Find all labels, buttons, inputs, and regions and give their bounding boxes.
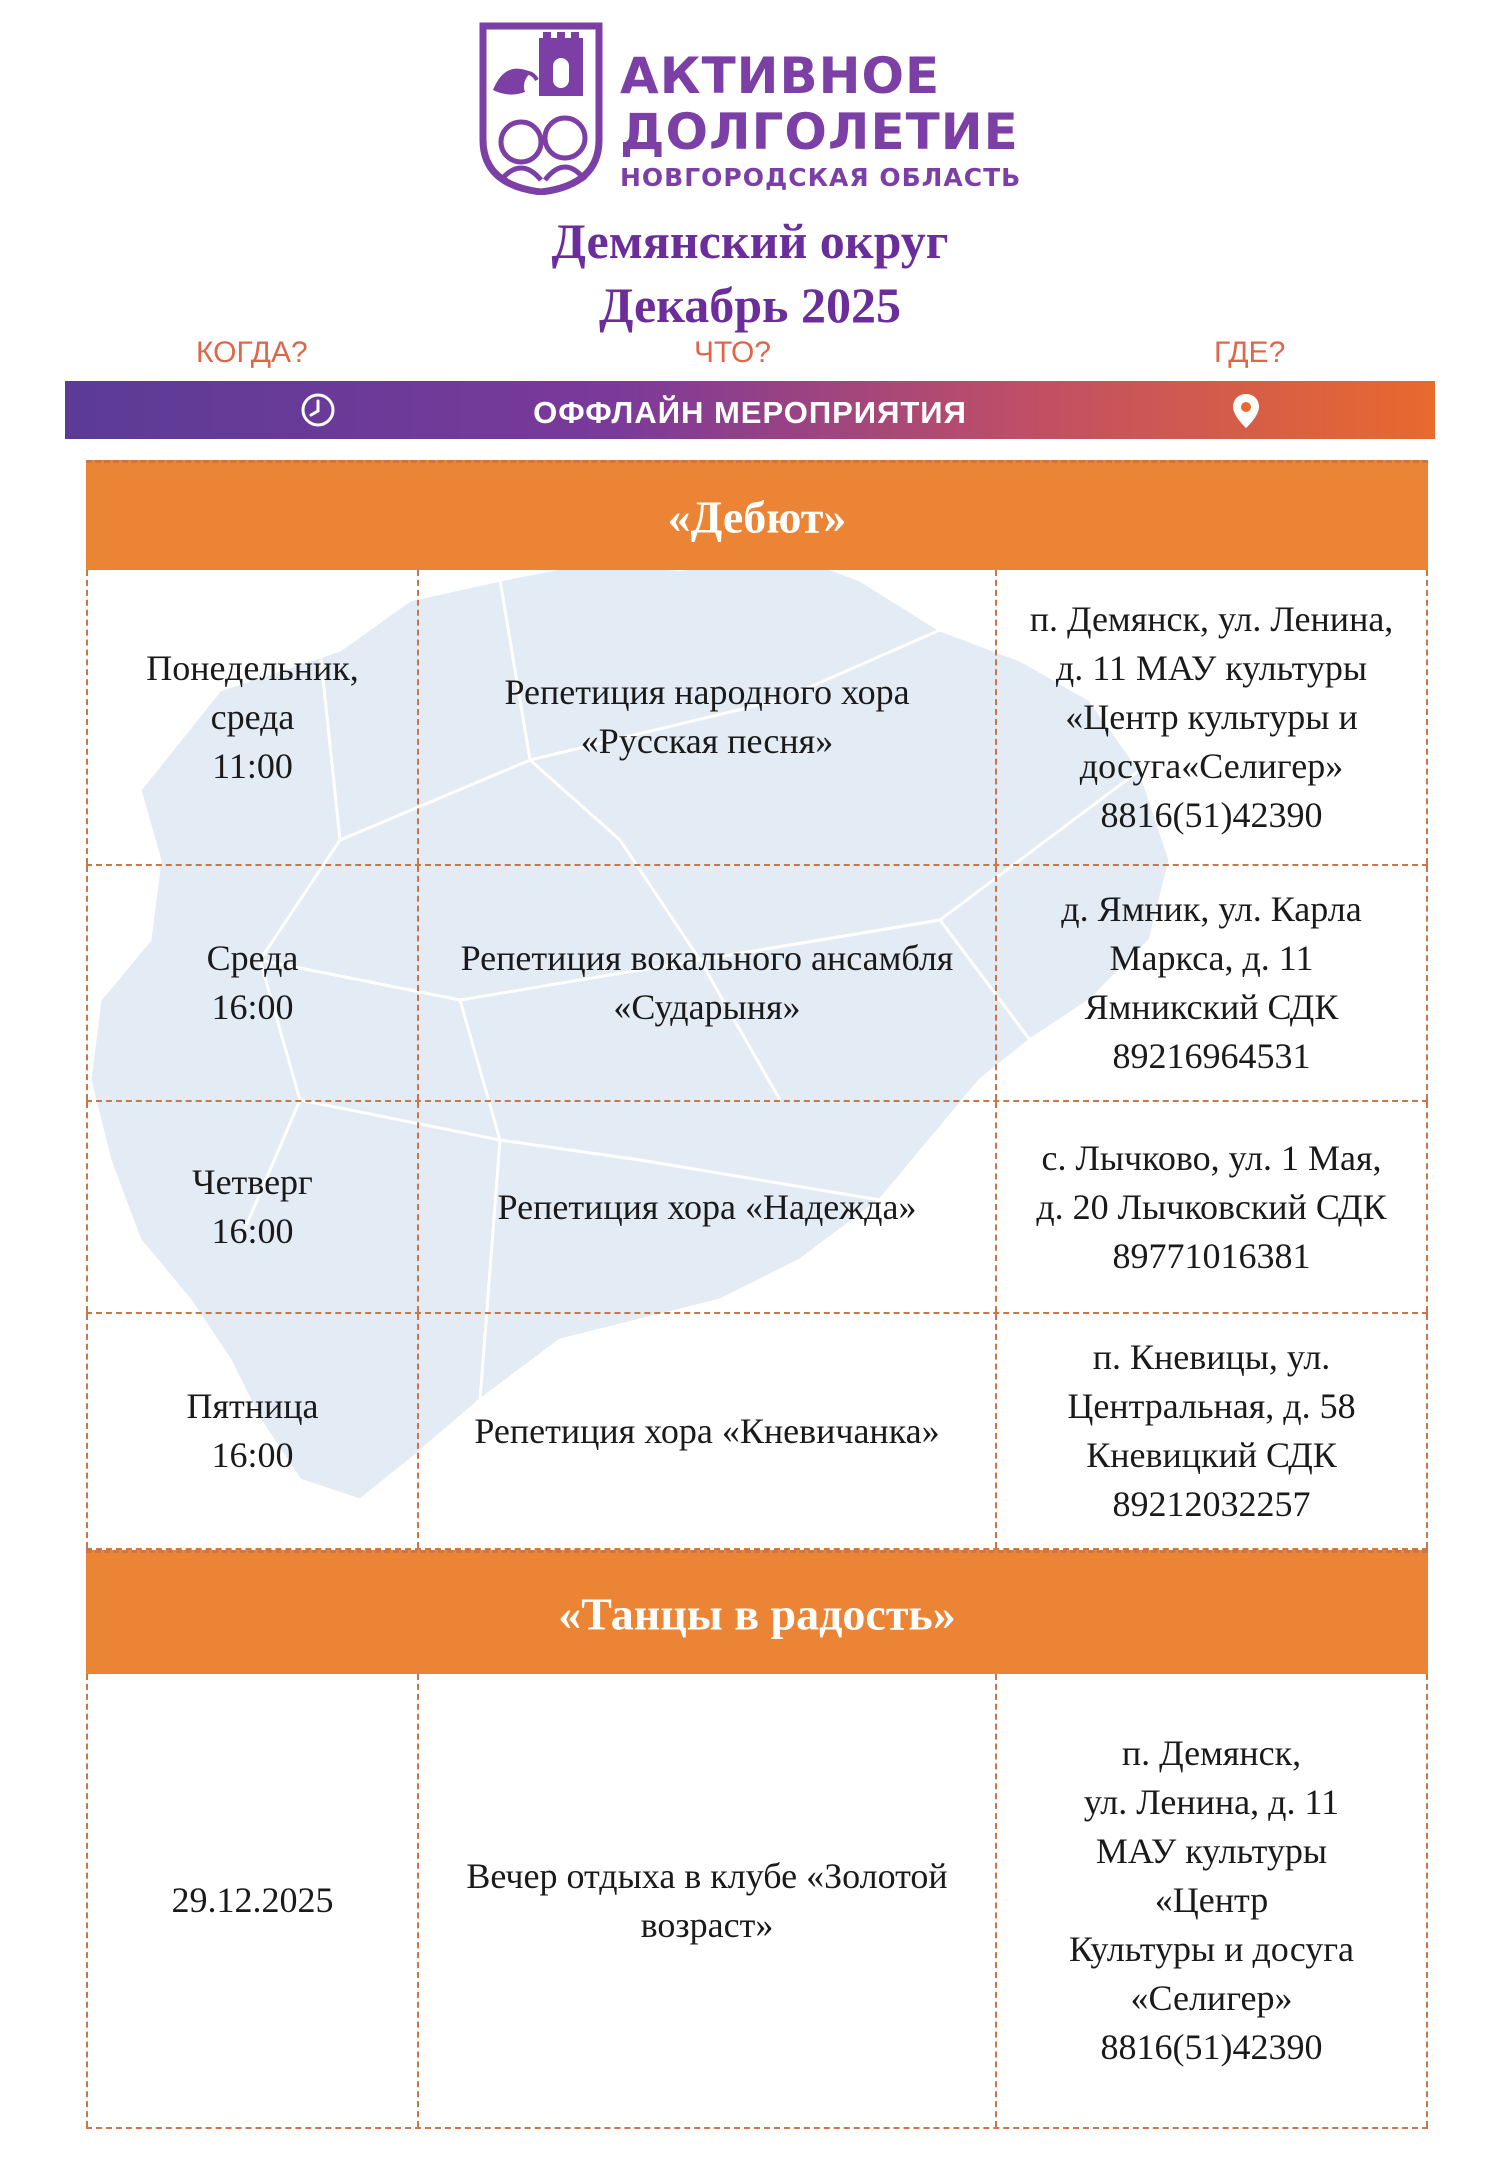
section-title: «Дебют» <box>667 491 847 542</box>
when-cell: Среда 16:00 <box>86 866 419 1100</box>
what-cell: Репетиция хора «Надежда» <box>419 1102 997 1312</box>
where-label: ГДЕ? <box>1214 336 1286 369</box>
page-subtitle: Декабрь 2025 <box>598 277 901 333</box>
table-row <box>86 1674 1428 2129</box>
where-cell: с. Лычково, ул. 1 Мая, д. 20 Лычковский СДК 89771016381 <box>997 1102 1428 1312</box>
where-cell: п. Демянск, ул. Ленина, д. 11 МАУ культуры «Центр культуры и досуга«Селигер» 8816(51)42390 <box>997 570 1428 864</box>
logo-line-1: АКТИВНОЕ <box>620 47 941 105</box>
table-row <box>86 570 1428 866</box>
what-cell: Репетиция народного хора «Русская песня» <box>419 570 997 864</box>
table-row <box>86 866 1428 1102</box>
logo-line-2: ДОЛГОЛЕТИЕ <box>620 103 1019 161</box>
section-header <box>86 1550 1428 1674</box>
logo-line-3: НОВГОРОДСКАЯ ОБЛАСТЬ <box>620 163 1022 192</box>
what-cell: Репетиция хора «Кневичанка» <box>419 1314 997 1548</box>
schedule-table <box>86 460 1428 2129</box>
offline-events-banner <box>65 381 1435 439</box>
what-label: ЧТО? <box>694 336 771 369</box>
when-cell: 29.12.2025 <box>86 1674 419 2127</box>
table-row <box>86 1314 1428 1550</box>
logo <box>475 20 1035 198</box>
where-cell: п. Демянск, ул. Ленина, д. 11 МАУ культуры «Центр Культуры и досуга «Селигер» 8816(51)42390 <box>997 1674 1428 2127</box>
what-cell: Вечер отдыха в клубе «Золотой возраст» <box>419 1674 997 2127</box>
where-cell: п. Кневицы, ул. Центральная, д. 58 Кневицкий СДК 89212032257 <box>997 1314 1428 1548</box>
what-cell: Репетиция вокального ансамбля «Сударыня» <box>419 866 997 1100</box>
when-label: КОГДА? <box>196 336 308 369</box>
when-cell: Пятница 16:00 <box>86 1314 419 1548</box>
table-row <box>86 1102 1428 1314</box>
where-cell: д. Ямник, ул. Карла Маркса, д. 11 Ямникский СДК 89216964531 <box>997 866 1428 1100</box>
section-title: «Танцы в радость» <box>558 1588 956 1639</box>
active-longevity-emblem-icon <box>475 20 607 195</box>
when-cell: Понедельник, среда 11:00 <box>86 570 419 864</box>
banner-title: ОФФЛАЙН МЕРОПРИЯТИЯ <box>533 395 967 430</box>
when-cell: Четверг 16:00 <box>86 1102 419 1312</box>
section-header <box>86 460 1428 570</box>
page-title: Демянский округ <box>551 213 949 269</box>
location-pin-icon <box>1231 392 1261 430</box>
